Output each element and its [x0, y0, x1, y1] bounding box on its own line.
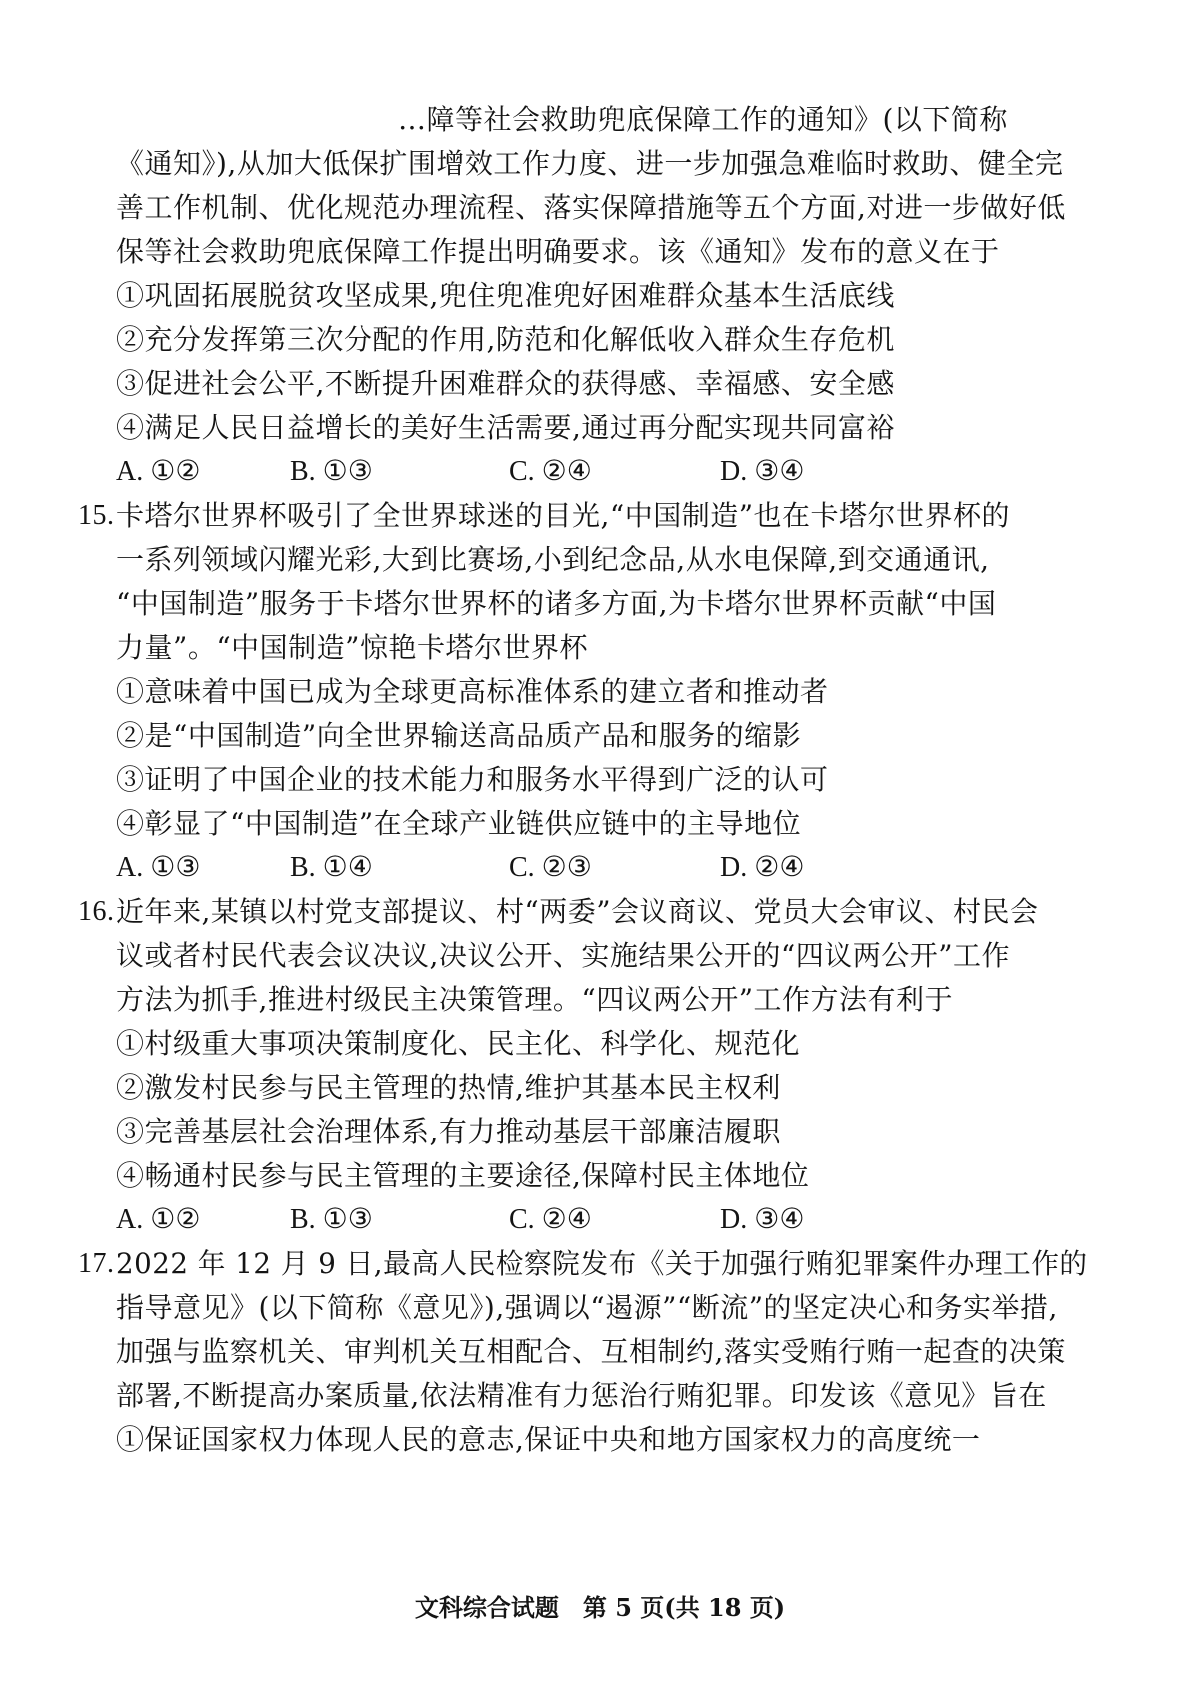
- q14-line-3: 善工作机制、优化规范办理流程、落实保障措施等五个方面,对进一步做好低: [116, 191, 1066, 224]
- q15-item-2: ②是“中国制造”向全世界输送高品质产品和服务的缩影: [116, 719, 802, 752]
- q16-item-2: ②激发村民参与民主管理的热情,维护其基本民主权利: [116, 1071, 781, 1104]
- q16-option-d: D. ③④: [720, 1204, 805, 1235]
- q16-option-a: A. ①②: [116, 1204, 201, 1235]
- q15-option-b: B. ①④: [290, 852, 373, 883]
- page-footer: 文科综合试题 第 5 页(共 18 页): [414, 1593, 786, 1622]
- q16-item-1: ①村级重大事项决策制度化、民主化、科学化、规范化: [116, 1027, 801, 1060]
- q16-item-3: ③完善基层社会治理体系,有力推动基层干部廉洁履职: [116, 1115, 781, 1148]
- q14-option-d: D. ③④: [720, 456, 805, 487]
- q16-item-4: ④畅通村民参与民主管理的主要途径,保障村民主体地位: [116, 1159, 810, 1192]
- q17-line-1: 2022 年 12 月 9 日,最高人民检察院发布《关于加强行贿犯罪案件办理工作的: [116, 1247, 1088, 1280]
- q14-item-3: ③促进社会公平,不断提升困难群众的获得感、幸福感、安全感: [116, 367, 895, 400]
- q16-line-1: 近年来,某镇以村党支部提议、村“两委”会议商议、党员大会审议、村民会: [116, 895, 1039, 928]
- q15-line-4: 力量”。“中国制造”惊艳卡塔尔世界杯: [116, 631, 588, 664]
- q15-option-c: C. ②③: [509, 852, 592, 883]
- q16-option-b: B. ①③: [290, 1204, 373, 1235]
- q16-line-3: 方法为抓手,推进村级民主决策管理。“四议两公开”工作方法有利于: [116, 983, 954, 1016]
- q17-line-3: 加强与监察机关、审判机关互相配合、互相制约,落实受贿行贿一起查的决策: [116, 1335, 1066, 1368]
- q15-item-1: ①意味着中国已成为全球更高标准体系的建立者和推动者: [116, 675, 829, 708]
- q15-option-a: A. ①③: [116, 852, 201, 883]
- q17-line-4: 部署,不断提高办案质量,依法精准有力惩治行贿犯罪。印发该《意见》旨在: [116, 1379, 1047, 1412]
- q15-item-3: ③证明了中国企业的技术能力和服务水平得到广泛的认可: [116, 763, 829, 796]
- q17-line-2: 指导意见》(以下简称《意见》),强调以“遏源”“断流”的坚定决心和务实举措,: [116, 1291, 1058, 1324]
- q14-line-2: 《通知》),从加大低保扩围增效工作力度、进一步加强急难临时救助、健全完: [116, 147, 1064, 180]
- q16-option-c: C. ②④: [509, 1204, 592, 1235]
- q14-item-2: ②充分发挥第三次分配的作用,防范和化解低收入群众生存危机: [116, 323, 895, 356]
- q17-number: 17.: [78, 1248, 115, 1279]
- q15-item-4: ④彰显了“中国制造”在全球产业链供应链中的主导地位: [116, 807, 802, 840]
- q15-line-3: “中国制造”服务于卡塔尔世界杯的诸多方面,为卡塔尔世界杯贡献“中国: [116, 587, 997, 620]
- q14-option-b: B. ①③: [290, 456, 373, 487]
- q15-number: 15.: [78, 500, 115, 531]
- q14-option-c: C. ②④: [509, 456, 592, 487]
- q14-line-4: 保等社会救助兜底保障工作提出明确要求。该《通知》发布的意义在于: [116, 235, 1000, 268]
- q15-line-2: 一系列领域闪耀光彩,大到比赛场,小到纪念品,从水电保障,到交通通讯,: [116, 543, 990, 576]
- q14-option-a: A. ①②: [116, 456, 201, 487]
- q14-item-4: ④满足人民日益增长的美好生活需要,通过再分配实现共同富裕: [116, 411, 895, 444]
- q14-line-1: …障等社会救助兜底保障工作的通知》(以下简称: [398, 103, 1008, 136]
- q16-line-2: 议或者村民代表会议决议,决议公开、实施结果公开的“四议两公开”工作: [116, 939, 1011, 972]
- q15-option-d: D. ②④: [720, 852, 805, 883]
- q15-line-1: 卡塔尔世界杯吸引了全世界球迷的目光,“中国制造”也在卡塔尔世界杯的: [116, 499, 1011, 532]
- q16-number: 16.: [78, 896, 115, 927]
- q17-item-1: ①保证国家权力体现人民的意志,保证中央和地方国家权力的高度统一: [116, 1423, 981, 1456]
- q14-item-1: ①巩固拓展脱贫攻坚成果,兜住兜准兜好困难群众基本生活底线: [116, 279, 895, 312]
